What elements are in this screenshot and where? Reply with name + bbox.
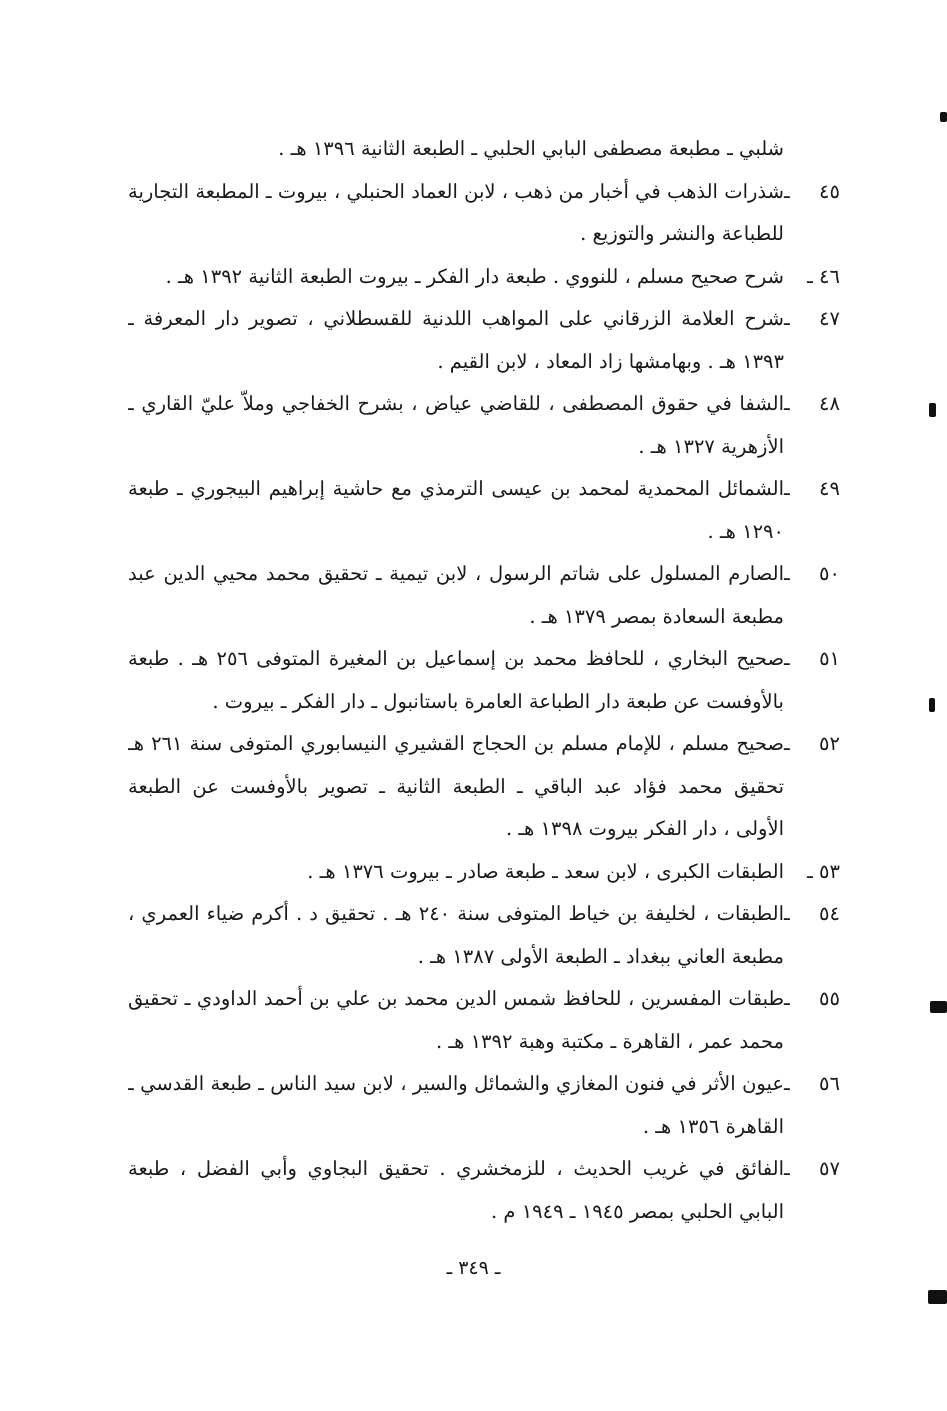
line-text: مطبعة السعادة بمصر ١٣٧٩ هـ .	[529, 604, 784, 628]
entry-text: طبقات المفسرين ، للحافظ شمس الدين محمد بن علي بن أحمد الداودي ـ تحقيق	[128, 987, 784, 1010]
entry-text: عيون الأثر في فنون المغازي والشمائل والسير ، لابن سيد الناس ـ طبعة القدسي ـ	[128, 1072, 784, 1095]
entry-text: الفائق في غريب الحديث ، للزمخشري . تحقيق البجاوي وأبي الفضل ، طبعة	[128, 1157, 784, 1180]
scan-mark	[940, 112, 947, 122]
entry-line	[128, 723, 840, 766]
line-text: الأزهرية ١٣٢٧ هـ .	[638, 434, 784, 458]
entry-text: صحيح البخاري ، للحافظ محمد بن إسماعيل بن المغيرة المتوفى ٢٥٦ هـ . طبعة	[128, 647, 785, 670]
text-line	[128, 681, 840, 724]
scan-mark	[930, 1001, 947, 1013]
line-text: البابي الحلبي بمصر ١٩٤٥ ـ ١٩٤٩ م .	[491, 1199, 784, 1223]
entry-number: ٥٤ ـ	[784, 902, 840, 925]
line-text: مطبعة العاني ببغداد ـ الطبعة الأولى ١٣٨٧ هـ .	[417, 944, 784, 968]
entry-line	[128, 298, 840, 341]
line-text: ١٢٩٠ هـ .	[707, 519, 784, 543]
entry-line	[128, 171, 840, 214]
entry-number: ٥٥ ـ	[784, 987, 840, 1010]
entry-text: الشفا في حقوق المصطفى ، للقاضي عياض ، بشرح الخفاجي وملاّ عليّ القاري ـ	[128, 392, 784, 415]
entry-text: شرح صحيح مسلم ، للنووي . طبعة دار الفكر ـ بيروت الطبعة الثانية ١٣٩٢ هـ .	[165, 264, 784, 288]
line-text: شلبي ـ مطبعة مصطفى البابي الحلبي ـ الطبعة الثانية ١٣٩٦ هـ .	[278, 137, 784, 160]
entry-line	[128, 1148, 840, 1191]
entry-text: صحيح مسلم ، للإمام مسلم بن الحجاج القشيري النيسابوري المتوفى سنة ٢٦١ هـ	[128, 732, 784, 755]
text-line	[128, 1021, 840, 1064]
entry-number: ٤٩ ـ	[784, 477, 840, 500]
entry-number: ٤٦ ـ	[807, 264, 840, 288]
text-line	[128, 936, 840, 979]
entry-number: ٥١ ـ	[784, 647, 840, 670]
entry-line	[128, 256, 840, 299]
line-text: ١٣٩٣ هـ . وبهامشها زاد المعاد ، لابن القيم .	[437, 349, 784, 373]
entry-number: ٥٧ ـ	[784, 1157, 840, 1180]
entry-number: ٤٨ ـ	[784, 392, 840, 415]
line-text: محمد عمر ، القاهرة ـ مكتبة وهبة ١٣٩٢ هـ .	[435, 1029, 784, 1053]
entry-text: الطبقات ، لخليفة بن خياط المتوفى سنة ٢٤٠ هـ . تحقيق د . أكرم ضياء العمري ،	[128, 902, 784, 925]
entry-line	[128, 638, 840, 681]
entry-text: الصارم المسلول على شاتم الرسول ، لابن تيمية ـ تحقيق محمد محيي الدين عبد	[128, 562, 784, 585]
entry-number: ٥٣ ـ	[807, 859, 840, 883]
entry-number: ٥٦ ـ	[784, 1072, 840, 1095]
scan-mark	[928, 1290, 947, 1304]
entry-text: شرح العلامة الزرقاني على المواهب اللدنية للقسطلاني ، تصوير دار المعرفة ـ	[128, 307, 784, 330]
entry-text: الشمائل المحمدية لمحمد بن عيسى الترمذي مع حاشية إبراهيم البيجوري ـ طبعة	[128, 477, 784, 500]
line-text: بالأوفست عن طبعة دار الطباعة العامرة باستانبول ـ دار الفكر ـ بيروت .	[212, 689, 784, 713]
entry-line	[128, 468, 840, 511]
text-line	[128, 766, 840, 809]
text-line	[128, 341, 840, 384]
entry-number: ٤٥ ـ	[784, 179, 840, 203]
line-text: الأولى ، دار الفكر بيروت ١٣٩٨ هـ .	[505, 817, 784, 840]
entry-text: الطبقات الكبرى ، لابن سعد ـ طبعة صادر ـ بيروت ١٣٧٦ هـ .	[307, 859, 784, 883]
text-line	[128, 511, 840, 554]
line-text: القاهرة ١٣٥٦ هـ .	[642, 1114, 784, 1138]
entry-text: شذرات الذهب في أخبار من ذهب ، لابن العماد الحنبلي ، بيروت ـ المطبعة التجارية	[128, 179, 784, 203]
line-text: تحقيق محمد فؤاد عبد الباقي ـ الطبعة الثانية ـ تصوير بالأوفست عن الطبعة	[128, 774, 784, 798]
entry-line	[128, 978, 840, 1021]
entry-number: ٥٢ ـ	[784, 732, 840, 755]
text-line	[128, 213, 840, 256]
line-text: للطباعة والنشر والتوزيع .	[580, 222, 784, 245]
entry-line	[128, 383, 840, 426]
text-line	[128, 426, 840, 469]
text-line	[128, 1191, 840, 1234]
entry-number: ٤٧ ـ	[784, 307, 840, 330]
entry-line	[128, 553, 840, 596]
scan-mark	[929, 698, 935, 712]
scan-mark	[929, 403, 936, 417]
text-line	[128, 808, 840, 851]
entry-line	[128, 893, 840, 936]
page-number: ـ ٣٤٩ ـ	[446, 1257, 501, 1279]
bibliography-list	[128, 128, 840, 1233]
text-line	[128, 128, 840, 171]
text-line	[128, 596, 840, 639]
entry-line	[128, 851, 840, 894]
text-line	[128, 1106, 840, 1149]
entry-number: ٥٠ ـ	[784, 562, 840, 585]
entry-line	[128, 1063, 840, 1106]
